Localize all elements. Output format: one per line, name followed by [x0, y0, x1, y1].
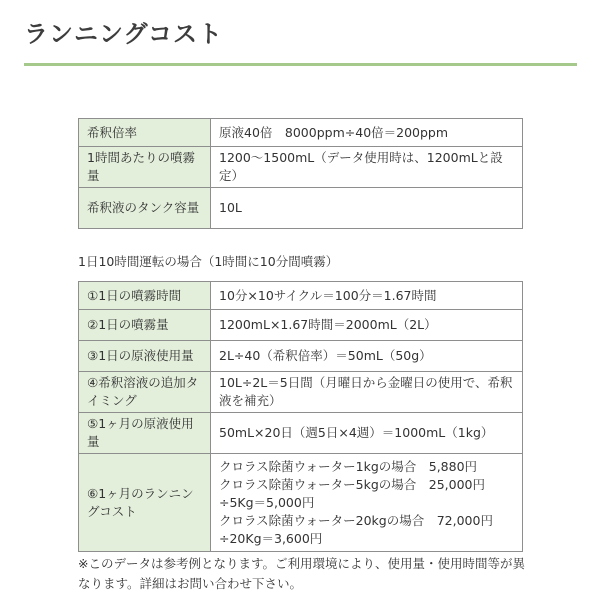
row-value: [211, 454, 523, 552]
row-label: ⑤1ヶ月の原液使用量: [79, 413, 211, 454]
row-value: 10L: [211, 188, 523, 229]
table-row: [79, 310, 523, 341]
row-label: 1時間あたりの噴霧量: [79, 147, 211, 188]
cost-line: クロラス除菌ウォーター20kgの場合 72,000円÷20Kg＝3,600円: [219, 512, 493, 546]
table-row: [79, 147, 523, 188]
row-value: 10分×10サイクル＝100分＝1.67時間: [211, 282, 523, 310]
row-value: 1200mL×1.67時間＝2000mL（2L）: [211, 310, 523, 341]
table-row: [79, 282, 523, 310]
page-title: ランニングコスト: [24, 20, 224, 48]
row-label: ⑥1ヶ月のランニングコスト: [79, 454, 211, 552]
row-value: 原液40倍 8000ppm÷40倍＝200ppm: [211, 119, 523, 147]
title-divider: [24, 63, 577, 66]
calculation-caption: 1日10時間運転の場合（1時間に10分間噴霧）: [78, 254, 339, 269]
table-row: [79, 188, 523, 229]
footnote: ※このデータは参考例となります。ご利用環境により、使用量・使用時間等が異なります。詳細はお問い合わせ下さい。: [78, 556, 525, 591]
cost-line: クロラス除菌ウォーター5kgの場合 25,000円÷5Kg＝5,000円: [219, 476, 485, 510]
row-label: ①1日の噴霧時間: [79, 282, 211, 310]
calculation-table: [78, 281, 523, 552]
row-label: ④希釈溶液の追加タイミング: [79, 372, 211, 413]
cost-line: クロラス除菌ウォーター1kgの場合 5,880円: [219, 458, 478, 474]
row-label: ②1日の噴霧量: [79, 310, 211, 341]
table-row: [79, 341, 523, 372]
row-value: 1200〜1500mL（データ使用時は、1200mLと設定）: [211, 147, 523, 188]
row-value: 10L÷2L＝5日間（月曜日から金曜日の使用で、希釈液を補充）: [211, 372, 523, 413]
table-row: [79, 119, 523, 147]
spec-table: [78, 118, 523, 229]
row-label: 希釈液のタンク容量: [79, 188, 211, 229]
row-label: 希釈倍率: [79, 119, 211, 147]
row-value: 50mL×20日（週5日×4週）＝1000mL（1kg）: [211, 413, 523, 454]
table-row: [79, 372, 523, 413]
table-row: [79, 454, 523, 552]
row-label: ③1日の原液使用量: [79, 341, 211, 372]
table-row: [79, 413, 523, 454]
row-value: 2L÷40（希釈倍率）＝50mL（50g）: [211, 341, 523, 372]
